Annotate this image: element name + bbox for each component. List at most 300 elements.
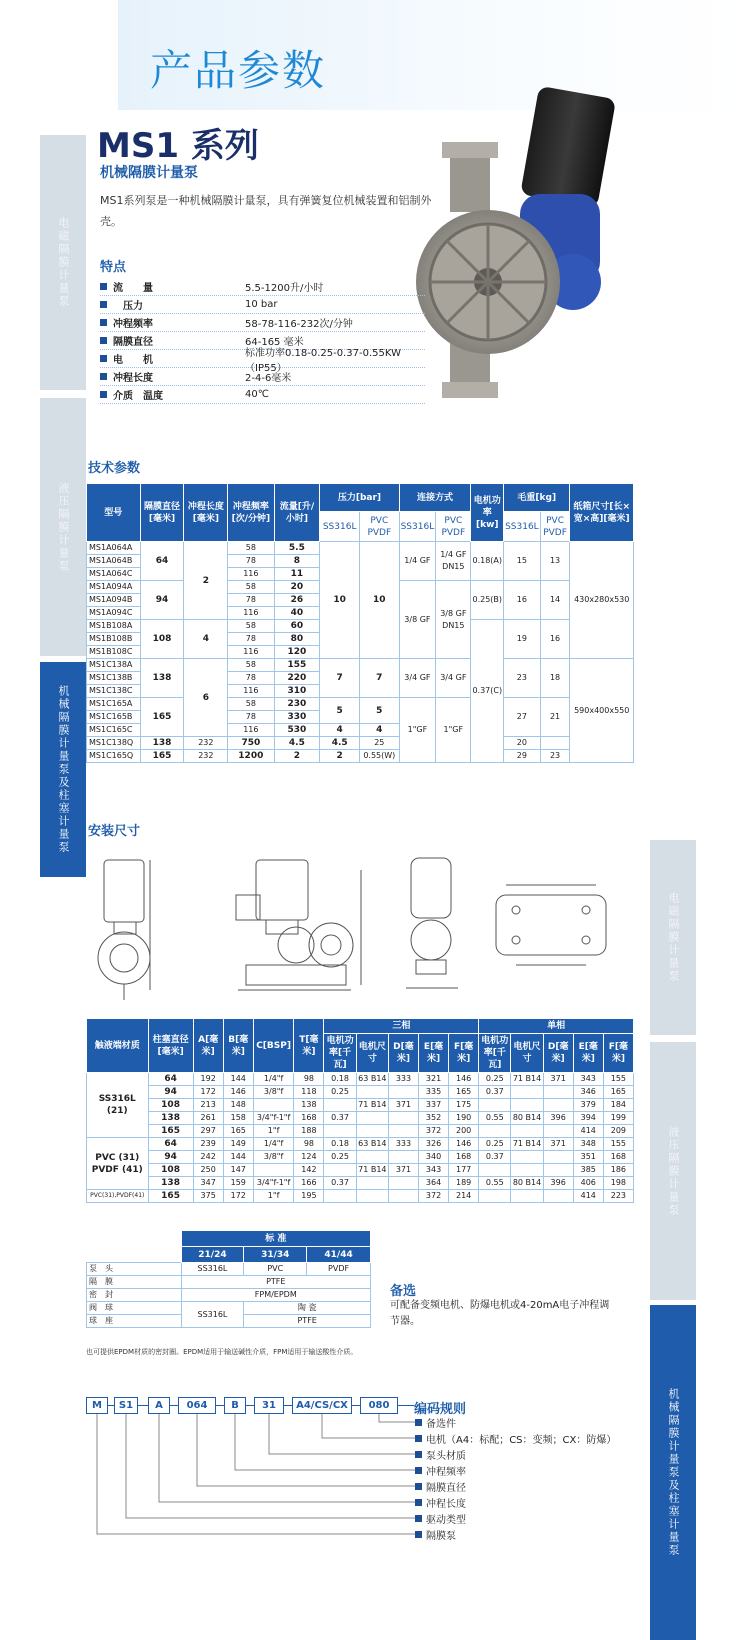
cell: 297	[193, 1125, 223, 1138]
cell: 1/4"f	[253, 1073, 294, 1086]
table-row	[87, 1151, 634, 1164]
cell	[388, 1125, 418, 1138]
cell: MS1C138A	[87, 659, 141, 672]
cell: 4	[320, 724, 360, 737]
code-box: M	[86, 1397, 108, 1414]
cell: 0.37	[324, 1112, 356, 1125]
th-B: B[毫米]	[223, 1019, 253, 1073]
cell: 71 B14	[356, 1164, 388, 1177]
cell: 1"GF	[436, 698, 471, 763]
cell: 414	[573, 1125, 603, 1138]
cell	[324, 1164, 356, 1177]
cell: 138	[294, 1099, 324, 1112]
cell: 348	[573, 1138, 603, 1151]
feature-value: 10 bar	[245, 299, 278, 310]
cell: 165	[223, 1125, 253, 1138]
code-label-text: 冲程长度	[426, 1498, 466, 1510]
side-tab-hydraulic-right[interactable]: 液压隔膜计量泵	[650, 1042, 696, 1300]
cell: 94	[148, 1086, 193, 1099]
cell: 214	[449, 1190, 479, 1203]
th-ss: SS316L	[399, 512, 436, 542]
feature-row	[100, 368, 425, 386]
code-box: 064	[178, 1397, 216, 1414]
cell: 330	[274, 711, 320, 724]
cell: 346	[573, 1086, 603, 1099]
cell: 7	[320, 659, 360, 698]
table-row	[87, 1190, 634, 1203]
cell: 396	[543, 1112, 573, 1125]
code-label-text: 备选件	[426, 1418, 456, 1430]
table-row	[87, 1125, 634, 1138]
th-pw: 电机功率[千瓦]	[479, 1034, 511, 1073]
cell: 138	[140, 659, 184, 698]
cell: 335	[419, 1086, 449, 1099]
cell: 220	[274, 672, 320, 685]
th-C: C[BSP]	[253, 1019, 294, 1073]
side-tab-mechanical[interactable]: 机械隔膜计量泵及柱塞计量泵	[40, 662, 86, 877]
cell: 泵 头	[87, 1263, 182, 1276]
cell: 116	[228, 724, 274, 737]
dimension-rows	[87, 1073, 634, 1203]
feature-value: 标准功率0.18-0.25-0.37-0.55KW（IP55）	[245, 347, 401, 374]
install-drawings	[86, 840, 646, 1010]
cell: 148	[223, 1099, 253, 1112]
cell: 0.55(W)	[360, 750, 400, 763]
cell: 19	[504, 620, 541, 659]
cell: 372	[419, 1190, 449, 1203]
cell: 23	[540, 750, 570, 763]
cell	[543, 1164, 573, 1177]
cell	[356, 1151, 388, 1164]
cell: 78	[228, 594, 274, 607]
cell: 0.25	[479, 1073, 511, 1086]
cell: 165	[603, 1086, 633, 1099]
cell: 333	[388, 1138, 418, 1151]
table-row	[87, 1112, 634, 1125]
table-row	[87, 1177, 634, 1190]
cell: 199	[603, 1112, 633, 1125]
options-description: 可配备变频电机、防爆电机或4-20mA电子冲程调节器。	[390, 1300, 610, 1327]
cell: 4	[360, 724, 400, 737]
tech-title: 技术参数	[88, 461, 141, 476]
th-plunger: 柱塞直径[毫米]	[148, 1019, 193, 1073]
code-label-text: 电机（A4：标配；CS：变频；CX：防爆）	[426, 1434, 617, 1446]
table-row	[87, 1164, 634, 1177]
cell: 124	[294, 1151, 324, 1164]
cell: 138	[140, 737, 184, 750]
feature-label: 电 机	[113, 355, 153, 366]
cell	[479, 1190, 511, 1203]
th-D: D[毫米]	[388, 1034, 418, 1073]
cell: 14	[540, 581, 570, 620]
feature-label: 介质 温度	[113, 391, 163, 402]
cell: 223	[603, 1190, 633, 1203]
th-stroke: 冲程长度[毫米]	[184, 484, 228, 542]
cell: 3/8"f	[253, 1151, 294, 1164]
cell: 108	[140, 620, 184, 659]
cell: 116	[228, 685, 274, 698]
cell: 80	[274, 633, 320, 646]
cell: 10	[360, 542, 400, 659]
cell	[511, 1151, 543, 1164]
cell: 58	[228, 581, 274, 594]
cell: 球 座	[87, 1315, 182, 1328]
code-connectors	[86, 1414, 416, 1544]
cell: 364	[419, 1177, 449, 1190]
cell	[388, 1190, 418, 1203]
cell: 98	[294, 1138, 324, 1151]
th-ms: 电机尺寸	[511, 1034, 543, 1073]
cell	[543, 1190, 573, 1203]
th-pvc: PVC PVDF	[436, 512, 471, 542]
code-label	[415, 1431, 616, 1445]
cell: MS1A064B	[87, 555, 141, 568]
feature-label: 冲程频率	[113, 319, 153, 330]
cell: MS1C165Q	[87, 750, 141, 763]
th-D: D[毫米]	[543, 1034, 573, 1073]
cell: 347	[193, 1177, 223, 1190]
cell: 379	[573, 1099, 603, 1112]
cell: 0.55	[479, 1177, 511, 1190]
cell: 200	[449, 1125, 479, 1138]
cell: 58	[228, 659, 274, 672]
cell: 371	[543, 1073, 573, 1086]
cell	[388, 1177, 418, 1190]
cell: 3/8 GF	[399, 581, 436, 659]
cell: MS1B108C	[87, 646, 141, 659]
cell	[511, 1164, 543, 1177]
th-box: 纸箱尺寸[长×宽×高][毫米]	[570, 484, 634, 542]
cell: 192	[193, 1073, 223, 1086]
cell: 158	[223, 1112, 253, 1125]
th-ss: SS316L	[504, 512, 541, 542]
cell: MS1A064A	[87, 542, 141, 555]
code-label-text: 泵头材质	[426, 1450, 466, 1462]
cell: 3/4 GF	[436, 659, 471, 698]
cell: 16	[540, 620, 570, 659]
cell: MS1C138Q	[87, 737, 141, 750]
cell	[543, 1099, 573, 1112]
cell: 0.18	[324, 1073, 356, 1086]
page-title: 产品参数	[150, 46, 327, 95]
cell	[511, 1099, 543, 1112]
cell	[253, 1099, 294, 1112]
cell	[511, 1086, 543, 1099]
feature-row	[100, 296, 425, 314]
cell: MS1C165C	[87, 724, 141, 737]
install-title: 安装尺寸	[88, 824, 141, 839]
cell: 116	[228, 646, 274, 659]
cell: 63 B14	[356, 1073, 388, 1086]
cell: 13	[540, 542, 570, 581]
cell: 165	[140, 698, 184, 737]
cell	[479, 1125, 511, 1138]
cell: 78	[228, 555, 274, 568]
cell: 147	[223, 1164, 253, 1177]
code-label	[415, 1447, 466, 1461]
cell: 230	[274, 698, 320, 711]
cell: 0.37	[479, 1151, 511, 1164]
th-diameter: 隔膜直径[毫米]	[140, 484, 184, 542]
cell: 146	[223, 1086, 253, 1099]
options-title: 备选	[390, 1284, 417, 1299]
cell: MS1A094C	[87, 607, 141, 620]
cell: 168	[449, 1151, 479, 1164]
cell: 1"GF	[399, 698, 436, 763]
cell: 168	[603, 1151, 633, 1164]
code-label	[415, 1479, 466, 1493]
cell: 333	[388, 1073, 418, 1086]
cell: 23	[504, 659, 541, 698]
cell: 63 B14	[356, 1138, 388, 1151]
cell: 94	[140, 581, 184, 620]
cell: 155	[603, 1073, 633, 1086]
cell: 71 B14	[511, 1073, 543, 1086]
cell: 232	[184, 750, 228, 763]
cell: 168	[294, 1112, 324, 1125]
cell: 175	[449, 1099, 479, 1112]
code-label-text: 隔膜泵	[426, 1530, 456, 1542]
cell: MS1A094B	[87, 594, 141, 607]
cell: 80 B14	[511, 1177, 543, 1190]
cell: 3/8 GF DN15	[436, 581, 471, 659]
side-tab-hydraulic[interactable]: 液压隔膜计量泵	[40, 398, 86, 656]
code-box: S1	[114, 1397, 138, 1414]
cell: 190	[449, 1112, 479, 1125]
cell	[511, 1190, 543, 1203]
cell: 20	[504, 737, 541, 750]
cell: 1"f	[253, 1125, 294, 1138]
th-ms: 电机尺寸	[356, 1034, 388, 1073]
feature-label: 冲程长度	[113, 373, 153, 384]
cell: 172	[223, 1190, 253, 1203]
cell: 25	[360, 737, 400, 750]
cell: MS1C138B	[87, 672, 141, 685]
feature-value: 64-165 毫米	[245, 337, 304, 348]
cell: 4.5	[274, 737, 320, 750]
cell	[253, 1164, 294, 1177]
code-box: A	[148, 1397, 170, 1414]
cell: 371	[388, 1164, 418, 1177]
cell: 98	[294, 1073, 324, 1086]
series-title: MS1 系列	[97, 126, 259, 166]
cell: 343	[573, 1073, 603, 1086]
cell: 0.37(C)	[471, 620, 504, 763]
cell: 352	[419, 1112, 449, 1125]
cell: 3/8"f	[253, 1086, 294, 1099]
cell: 172	[193, 1086, 223, 1099]
cell: 78	[228, 711, 274, 724]
cell: FPM/EPDM	[181, 1289, 370, 1302]
feature-value: 2-4-6毫米	[245, 373, 292, 384]
cell: 385	[573, 1164, 603, 1177]
cell-material: SS316L (21)	[87, 1073, 149, 1138]
side-tab-electromagnetic-right[interactable]: 电磁隔膜计量泵	[650, 840, 696, 1035]
cell: 0.37	[479, 1086, 511, 1099]
cell: PTFE	[244, 1315, 371, 1328]
cell: 20	[274, 581, 320, 594]
code-box: A4/CS/CX	[292, 1397, 352, 1414]
cell: 58	[228, 620, 274, 633]
cell: 337	[419, 1099, 449, 1112]
cell: 138	[148, 1177, 193, 1190]
cell: 隔 膜	[87, 1276, 182, 1289]
cell: 146	[449, 1138, 479, 1151]
cell: 242	[193, 1151, 223, 1164]
cell: 261	[193, 1112, 223, 1125]
code-label	[415, 1495, 466, 1509]
code-box: B	[224, 1397, 246, 1414]
th-three-phase: 三相	[324, 1019, 479, 1034]
cell: 0.37	[324, 1177, 356, 1190]
cell: 78	[228, 633, 274, 646]
th-c2: 31/34	[244, 1247, 307, 1263]
th-c3: 41/44	[307, 1247, 371, 1263]
series-description: MS1系列泵是一种机械隔膜计量泵，具有弹簧复位机械装置和铝制外壳。	[100, 194, 432, 228]
cell: 18	[540, 659, 570, 698]
cell: 0.25	[479, 1138, 511, 1151]
code-box: 080	[360, 1397, 398, 1414]
code-label-text: 冲程频率	[426, 1466, 466, 1478]
th-flow: 流量[升/小时]	[274, 484, 320, 542]
cell: 186	[603, 1164, 633, 1177]
cell: 5.5	[274, 542, 320, 555]
cell: 16	[504, 581, 541, 620]
th-conn: 连接方式	[399, 484, 471, 512]
th-pressure: 压力[bar]	[320, 484, 399, 512]
cell: 414	[573, 1190, 603, 1203]
code-label	[415, 1511, 466, 1525]
cell: 371	[388, 1099, 418, 1112]
feature-label: 流 量	[113, 283, 153, 294]
cell: 10	[320, 542, 360, 659]
cell: MS1C165A	[87, 698, 141, 711]
cell: 371	[543, 1138, 573, 1151]
cell: 58	[228, 542, 274, 555]
code-title: 编码规则	[414, 1402, 467, 1417]
cell: PVC	[244, 1263, 307, 1276]
cell: 159	[223, 1177, 253, 1190]
cell: 165	[148, 1125, 193, 1138]
side-tab-electromagnetic[interactable]: 电磁隔膜计量泵	[40, 135, 86, 390]
cell: 1"f	[253, 1190, 294, 1203]
table-row	[87, 1138, 634, 1151]
cell: 116	[228, 568, 274, 581]
cell: 198	[603, 1177, 633, 1190]
cell: MS1B108A	[87, 620, 141, 633]
cell: 64	[148, 1138, 193, 1151]
cell	[356, 1125, 388, 1138]
cell: 177	[449, 1164, 479, 1177]
dimension-table	[86, 1018, 634, 1203]
cell: 64	[148, 1073, 193, 1086]
cell: 3/4"f-1"f	[253, 1177, 294, 1190]
cell: 326	[419, 1138, 449, 1151]
cell: 11	[274, 568, 320, 581]
cell: 340	[419, 1151, 449, 1164]
th-T: T[毫米]	[294, 1019, 324, 1073]
cell: MS1A064C	[87, 568, 141, 581]
cell: 21	[540, 698, 570, 737]
th-freq: 冲程频率[次/分钟]	[228, 484, 274, 542]
cell	[356, 1177, 388, 1190]
cell	[479, 1164, 511, 1177]
cell: 15	[504, 542, 541, 581]
feature-row	[100, 278, 425, 296]
cell: 5	[360, 698, 400, 724]
feature-label: 隔膜直径	[113, 337, 153, 348]
code-label	[415, 1527, 456, 1541]
cell: 1/4"f	[253, 1138, 294, 1151]
cell: 165	[148, 1190, 193, 1203]
cell: 394	[573, 1112, 603, 1125]
cell: 陶 瓷	[244, 1302, 371, 1315]
th-weight: 毛重[kg]	[504, 484, 570, 512]
cell: 0.25	[324, 1151, 356, 1164]
th-E: E[毫米]	[419, 1034, 449, 1073]
table-row	[87, 1086, 634, 1099]
cell: 27	[504, 698, 541, 737]
cell: MS1B108B	[87, 633, 141, 646]
th-c1: 21/24	[181, 1247, 244, 1263]
cell: 396	[543, 1177, 573, 1190]
th-standard: 标 准	[181, 1231, 370, 1247]
cell: 0.55	[479, 1112, 511, 1125]
cell: 430x280x530	[570, 542, 634, 659]
code-box: 31	[254, 1397, 284, 1414]
cell: 7	[360, 659, 400, 698]
cell: 232	[184, 737, 228, 750]
cell: 5	[320, 698, 360, 724]
cell: 149	[223, 1138, 253, 1151]
cell: 64	[140, 542, 184, 581]
cell: 0.18(A)	[471, 542, 504, 581]
cell: 阀 球	[87, 1302, 182, 1315]
th-ss: SS316L	[320, 512, 360, 542]
cell: 71 B14	[511, 1138, 543, 1151]
cell: 165	[140, 750, 184, 763]
tech-table	[86, 483, 634, 763]
cell: 195	[294, 1190, 324, 1203]
cell	[543, 1125, 573, 1138]
cell: 213	[193, 1099, 223, 1112]
cell: 406	[573, 1177, 603, 1190]
cell: 2	[184, 542, 228, 620]
cell: 108	[148, 1164, 193, 1177]
cell: 2	[274, 750, 320, 763]
cell: 375	[193, 1190, 223, 1203]
cell	[324, 1099, 356, 1112]
cell: 116	[228, 607, 274, 620]
cell	[388, 1112, 418, 1125]
series-subtitle: 机械隔膜计量泵	[100, 165, 198, 181]
side-tab-mechanical-right[interactable]: 机械隔膜计量泵及柱塞计量泵	[650, 1305, 696, 1640]
cell	[511, 1125, 543, 1138]
cell: 6	[184, 659, 228, 737]
cell	[356, 1190, 388, 1203]
material-table	[86, 1230, 371, 1328]
cell-material: PVC(31),PVDF(41)	[87, 1190, 149, 1203]
cell	[356, 1086, 388, 1099]
feature-label: 压力	[113, 301, 143, 312]
cell	[324, 1125, 356, 1138]
cell: MS1C138C	[87, 685, 141, 698]
cell	[543, 1086, 573, 1099]
cell: PVDF	[307, 1263, 371, 1276]
cell: 120	[274, 646, 320, 659]
cell: 3/4 GF	[399, 659, 436, 698]
cell	[479, 1099, 511, 1112]
